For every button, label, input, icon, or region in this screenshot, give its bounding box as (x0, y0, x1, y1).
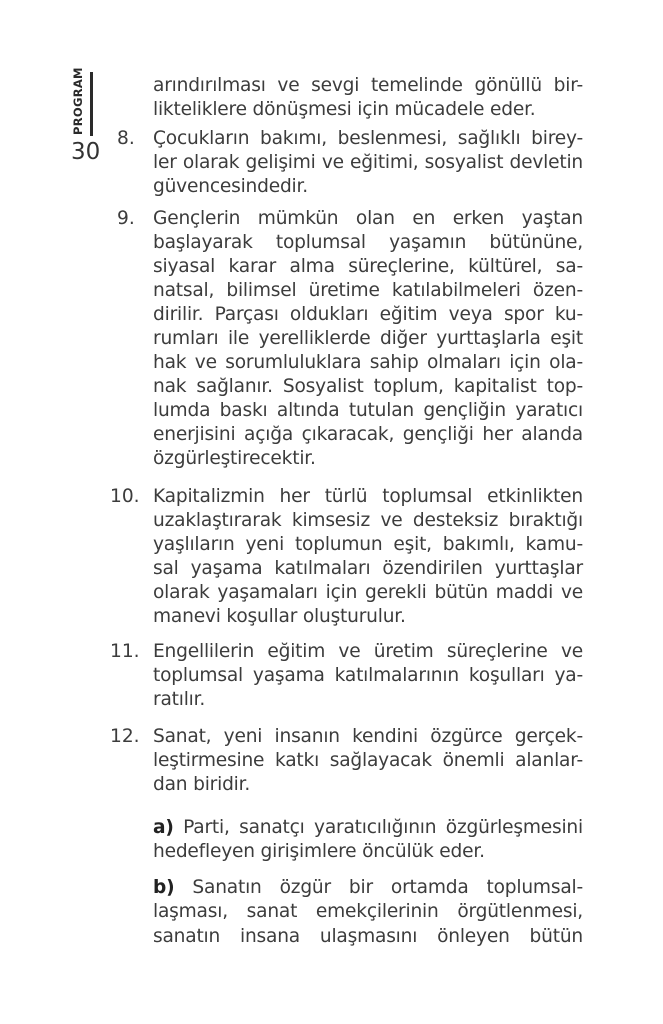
subitem-marker: a) (153, 817, 174, 838)
body-line: sal yaşama katılmaları özendirilen yurttaşlar (153, 558, 583, 579)
body-line: arındırılması ve sevgi temelinde gönüllü bir- (153, 75, 583, 96)
body-line: olarak yaşamaları için gerekli bütün maddi ve (153, 582, 583, 603)
subitem-text: Sanatın özgür bir ortamda toplumsal- (192, 877, 583, 898)
body-line: ler olarak gelişimi ve eğitimi, sosyalist devletin (153, 152, 583, 173)
body-line: likteliklere dönüşmesi için mücadele eder. (153, 99, 536, 120)
body-line: Sanat, yeni insanın kendini özgürce gerçek- (153, 726, 583, 747)
body-line: manevi koşullar oluşturulur. (153, 606, 406, 627)
item-number: 8. (117, 128, 135, 149)
body-line: hak ve sorumluluklara sahip olmaları için ola- (153, 352, 583, 373)
page-number: 30 (71, 139, 101, 165)
body-line: sanatın insana ulaşmasını önleyen bütün (153, 926, 583, 947)
item-number: 12. (110, 726, 140, 747)
body-line: ratılır. (153, 689, 206, 710)
body-line: hedefleyen girişimlere öncülük eder. (153, 841, 485, 862)
body-line: nak sağlanır. Sosyalist toplum, kapitalist top- (153, 376, 583, 397)
body-line: uzaklaştırarak kimsesiz ve desteksiz bıraktığı (153, 510, 583, 531)
body-line: Çocukların bakımı, beslenmesi, sağlıklı birey- (153, 128, 583, 149)
body-line: başlayarak toplumsal yaşamın bütününe, (153, 232, 583, 253)
item-number: 9. (117, 208, 135, 229)
body-line: Engellilerin eğitim ve üretim süreçlerine ve (153, 641, 583, 662)
body-line: özgürleştirecektir. (153, 448, 316, 469)
subitem-line (153, 816, 583, 840)
body-line: dan biridir. (153, 774, 251, 795)
body-line: yaşlıların yeni toplumun eşit, bakımlı, kamu- (153, 534, 583, 555)
subitem-line (153, 876, 583, 900)
section-label-text: PROGRAM (71, 67, 85, 135)
body-line: enerjisini açığa çıkaracak, gençliği her alanda (153, 424, 583, 445)
body-line: laşması, sanat emekçilerinin örgütlenmesi, (153, 901, 583, 922)
body-line: Gençlerin mümkün olan en erken yaştan (153, 208, 583, 229)
body-line: natsal, bilimsel üretime katılabilmeleri özen- (153, 280, 583, 301)
body-line: Kapitalizmin her türlü toplumsal etkinlikten (153, 486, 583, 507)
subitem-marker: b) (153, 877, 175, 898)
body-line: dirilir. Parçası oldukları eğitim veya spor ku- (153, 304, 583, 325)
subitem-text: Parti, sanatçı yaratıcılığının özgürleşmesini (183, 817, 583, 838)
item-number: 10. (110, 486, 140, 507)
margin-divider-bar (90, 72, 93, 136)
body-line: lumda baskı altında tutulan gençliğin yaratıcı (153, 400, 583, 421)
body-line: toplumsal yaşama katılmalarının koşulları ya- (153, 665, 583, 686)
body-line: siyasal karar alma süreçlerine, kültürel, sa- (153, 256, 583, 277)
body-line: rumları ile yerelliklerde diğer yurttaşlarla eşit (153, 328, 583, 349)
body-line: güvencesindedir. (153, 176, 308, 197)
margin-section-label (60, 67, 94, 136)
item-number: 11. (110, 641, 140, 662)
body-line: leştirmesine katkı sağlayacak önemli alanlar- (153, 750, 583, 771)
